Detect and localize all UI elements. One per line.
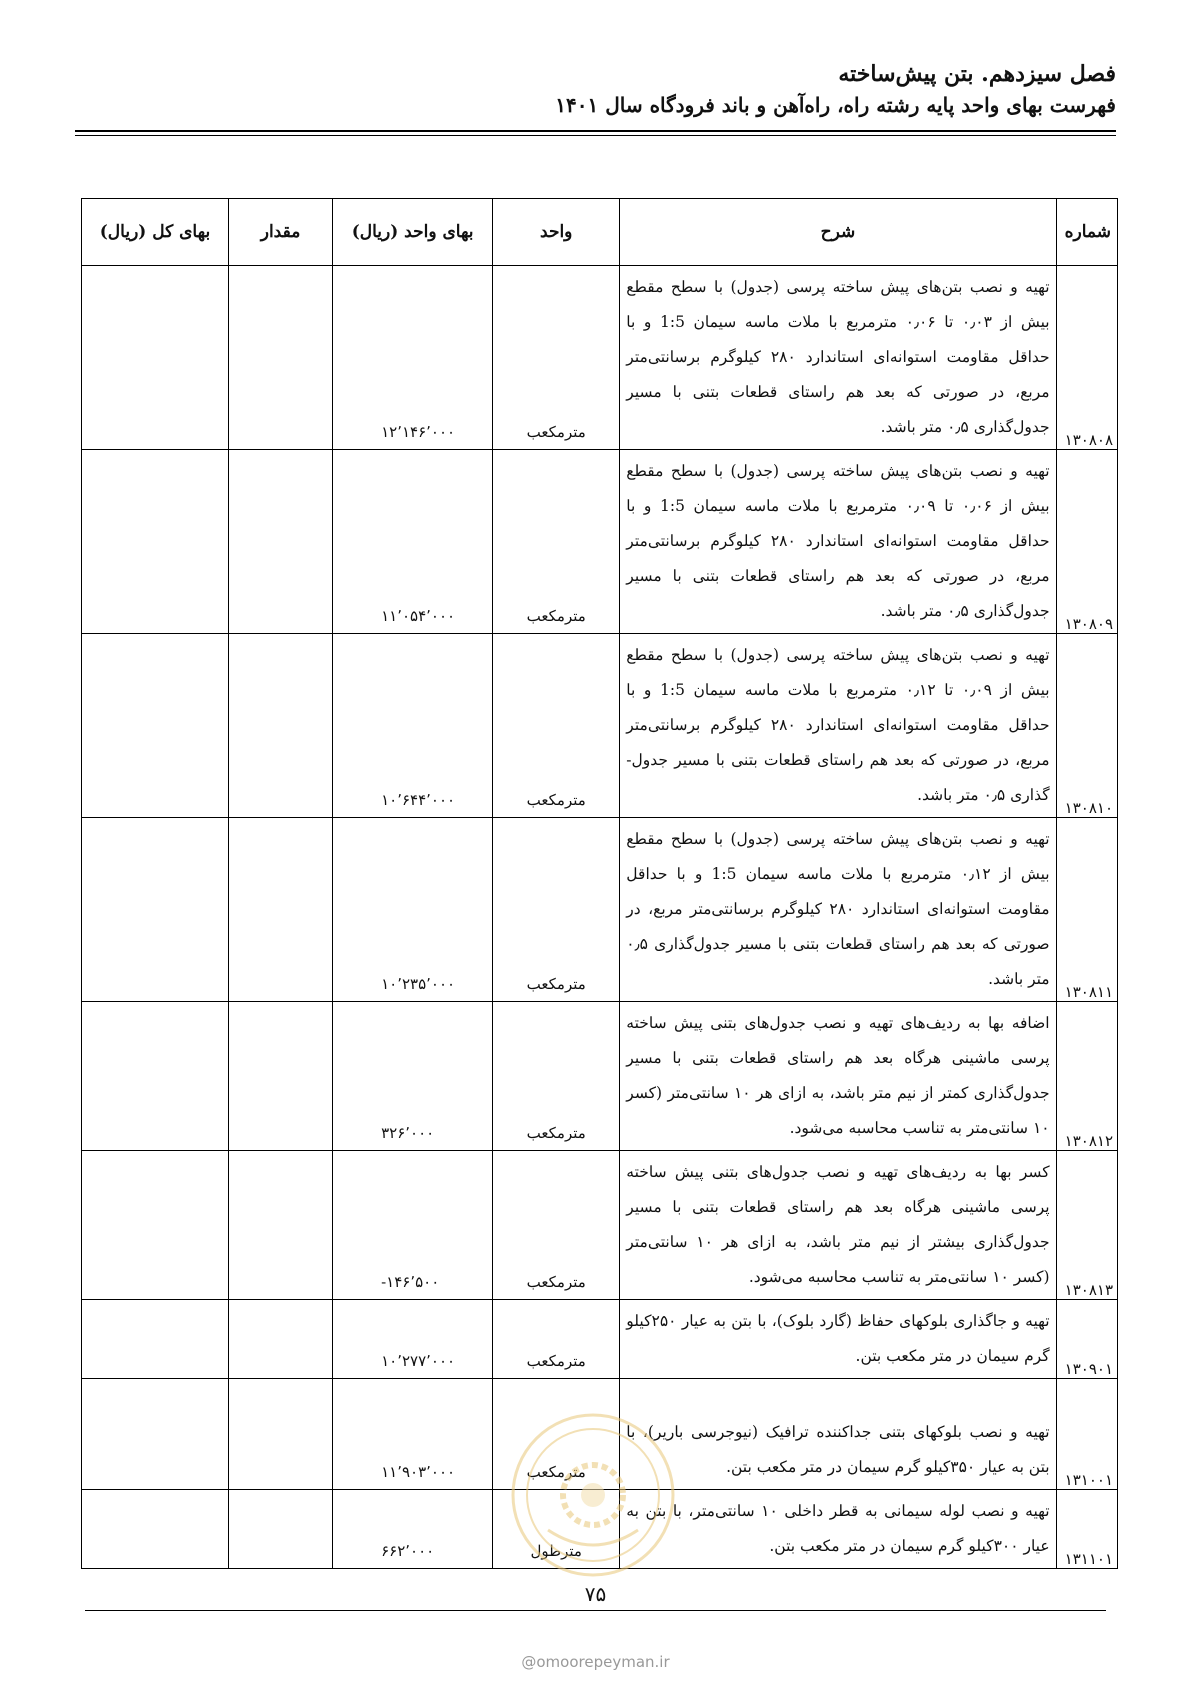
item-number: ۱۳۰۸۱۲ bbox=[1056, 1002, 1117, 1151]
item-description: تهیه و نصب بتن‌های پیش ساخته پرسی (جدول) با سطح مقطع بیش از ۰٫۰۶ تا ۰٫۰۹ مترمربع با ملات ماسه سیمان 1:5 و با حداقل مقاومت استوانه‌ای استاندارد ۲۸۰ کیلوگرم برسانتی‌متر مربع، در صورتی که بعد هم راستای قطعات بتنی با مسیر جدول‌گذاری ۰٫۵ متر باشد. bbox=[620, 450, 1056, 634]
table-row bbox=[82, 634, 1118, 818]
item-unit-price: ۱۱٬۹۰۳٬۰۰۰ bbox=[333, 1379, 493, 1490]
chapter-title: فصل سیزدهم. بتن پیش‌ساخته bbox=[838, 61, 1116, 87]
item-quantity[interactable] bbox=[228, 1002, 332, 1151]
item-unit-price: ۱۲٬۱۴۶٬۰۰۰ bbox=[333, 266, 493, 450]
item-total[interactable] bbox=[82, 1300, 229, 1379]
item-number: ۱۳۰۸۰۹ bbox=[1056, 450, 1117, 634]
website-watermark[interactable]: @omoorepeyman.ir bbox=[521, 1653, 670, 1671]
item-unit-price: -۱۴۶٬۵۰۰ bbox=[333, 1151, 493, 1300]
col-header-number: شماره bbox=[1056, 199, 1117, 266]
item-description: تهیه و نصب بتن‌های پیش ساخته پرسی (جدول) با سطح مقطع بیش از ۰٫۰۳ تا ۰٫۰۶ مترمربع با ملات ماسه سیمان 1:5 و با حداقل مقاومت استوانه‌ای استاندارد ۲۸۰ کیلوگرم برسانتی‌متر مربع، در صورتی که بعد هم راستای قطعات بتنی با مسیر جدول‌گذاری ۰٫۵ متر باشد. bbox=[620, 266, 1056, 450]
header-rule-thin bbox=[75, 135, 1116, 136]
item-unit: مترمکعب bbox=[493, 266, 620, 450]
item-total[interactable] bbox=[82, 1151, 229, 1300]
header-rule-thick bbox=[75, 130, 1116, 132]
item-unit: مترمکعب bbox=[493, 1002, 620, 1151]
item-unit-price: ۳۲۶٬۰۰۰ bbox=[333, 1002, 493, 1151]
price-list-table bbox=[81, 198, 1118, 1569]
item-unit: مترمکعب bbox=[493, 818, 620, 1002]
table-row bbox=[82, 266, 1118, 450]
page-number: ۷۵ bbox=[584, 1582, 607, 1606]
col-header-total: بهای کل (ریال) bbox=[82, 199, 229, 266]
item-quantity[interactable] bbox=[228, 1490, 332, 1569]
item-number: ۱۳۰۸۱۳ bbox=[1056, 1151, 1117, 1300]
footer-rule bbox=[85, 1610, 1106, 1611]
item-quantity[interactable] bbox=[228, 1151, 332, 1300]
col-header-unit-price: بهای واحد (ریال) bbox=[333, 199, 493, 266]
col-header-quantity: مقدار bbox=[228, 199, 332, 266]
item-unit-price: ۱۱٬۰۵۴٬۰۰۰ bbox=[333, 450, 493, 634]
item-quantity[interactable] bbox=[228, 1300, 332, 1379]
item-description: تهیه و نصب بلوکهای بتنی جداکننده ترافیک (نیوجرسی باریر)، با بتن به عیار ۳۵۰کیلو گرم سیمان در متر مکعب بتن. bbox=[620, 1379, 1056, 1490]
table-header-row bbox=[82, 199, 1118, 266]
item-description: اضافه بها به ردیف‌های تهیه و نصب جدول‌های بتنی پیش ساخته پرسی ماشینی هرگاه بعد هم راستای قطعات بتنی با مسیر جدول‌گذاری کمتر از نیم متر باشد، به ازای هر ۱۰ سانتی‌متر (کسر ۱۰ سانتی‌متر به تناسب محاسبه می‌شود. bbox=[620, 1002, 1056, 1151]
item-description: تهیه و نصب لوله سیمانی به قطر داخلی ۱۰ سانتی‌متر، با بتن به عیار ۳۰۰کیلو گرم سیمان در متر مکعب بتن. bbox=[620, 1490, 1056, 1569]
item-unit: مترمکعب bbox=[493, 1151, 620, 1300]
item-unit: مترمکعب bbox=[493, 634, 620, 818]
item-total[interactable] bbox=[82, 266, 229, 450]
table-row bbox=[82, 1151, 1118, 1300]
item-number: ۱۳۰۸۱۱ bbox=[1056, 818, 1117, 1002]
item-total[interactable] bbox=[82, 1002, 229, 1151]
item-quantity[interactable] bbox=[228, 450, 332, 634]
table-row bbox=[82, 1300, 1118, 1379]
item-number: ۱۳۰۸۰۸ bbox=[1056, 266, 1117, 450]
item-unit: مترطول bbox=[493, 1490, 620, 1569]
item-quantity[interactable] bbox=[228, 818, 332, 1002]
item-total[interactable] bbox=[82, 450, 229, 634]
item-unit: مترمکعب bbox=[493, 1379, 620, 1490]
item-quantity[interactable] bbox=[228, 634, 332, 818]
table-row bbox=[82, 1002, 1118, 1151]
item-total[interactable] bbox=[82, 1379, 229, 1490]
item-number: ۱۳۰۹۰۱ bbox=[1056, 1300, 1117, 1379]
item-unit: مترمکعب bbox=[493, 450, 620, 634]
item-description: تهیه و جاگذاری بلوکهای حفاظ (گارد بلوک)، با بتن به عیار ۲۵۰کیلو گرم سیمان در متر مکعب بتن. bbox=[620, 1300, 1056, 1379]
item-number: ۱۳۱۰۰۱ bbox=[1056, 1379, 1117, 1490]
item-number: ۱۳۰۸۱۰ bbox=[1056, 634, 1117, 818]
item-description: تهیه و نصب بتن‌های پیش ساخته پرسی (جدول) با سطح مقطع بیش از ۰٫۰۹ تا ۰٫۱۲ مترمربع با ملات ماسه سیمان 1:5 و با حداقل مقاومت استوانه‌ای استاندارد ۲۸۰ کیلوگرم برسانتی‌متر مربع، در صورتی که بعد هم راستای قطعات بتنی با مسیر جدول-گذاری ۰٫۵ متر باشد. bbox=[620, 634, 1056, 818]
item-quantity[interactable] bbox=[228, 1379, 332, 1490]
item-description: کسر بها به ردیف‌های تهیه و نصب جدول‌های بتنی پیش ساخته پرسی ماشینی هرگاه بعد هم راستای قطعات بتنی با مسیر جدول‌گذاری بیشتر از نیم متر باشد، به ازای هر ۱۰ سانتی‌متر (کسر ۱۰ سانتی‌متر به تناسب محاسبه می‌شود. bbox=[620, 1151, 1056, 1300]
item-number: ۱۳۱۱۰۱ bbox=[1056, 1490, 1117, 1569]
item-description: تهیه و نصب بتن‌های پیش ساخته پرسی (جدول) با سطح مقطع بیش از ۰٫۱۲ مترمربع با ملات ماسه سیمان 1:5 و با حداقل مقاومت استوانه‌ای استاندارد ۲۸۰ کیلوگرم برسانتی‌متر مربع، در صورتی که بعد هم راستای قطعات بتنی با مسیر جدول‌گذاری ۰٫۵ متر باشد. bbox=[620, 818, 1056, 1002]
document-subtitle: فهرست بهای واحد پایه رشته راه، راه‌آهن و باند فرودگاه سال ۱۴۰۱ bbox=[555, 93, 1116, 117]
table-row bbox=[82, 450, 1118, 634]
item-total[interactable] bbox=[82, 818, 229, 1002]
table-row bbox=[82, 818, 1118, 1002]
item-unit-price: ۶۶۲٬۰۰۰ bbox=[333, 1490, 493, 1569]
col-header-description: شرح bbox=[620, 199, 1056, 266]
item-quantity[interactable] bbox=[228, 266, 332, 450]
item-total[interactable] bbox=[82, 1490, 229, 1569]
item-unit-price: ۱۰٬۶۴۴٬۰۰۰ bbox=[333, 634, 493, 818]
item-total[interactable] bbox=[82, 634, 229, 818]
page-header bbox=[75, 58, 1116, 120]
col-header-unit: واحد bbox=[493, 199, 620, 266]
item-unit: مترمکعب bbox=[493, 1300, 620, 1379]
watermark-seal-icon bbox=[508, 1410, 678, 1580]
item-unit-price: ۱۰٬۲۷۷٬۰۰۰ bbox=[333, 1300, 493, 1379]
item-unit-price: ۱۰٬۲۳۵٬۰۰۰ bbox=[333, 818, 493, 1002]
